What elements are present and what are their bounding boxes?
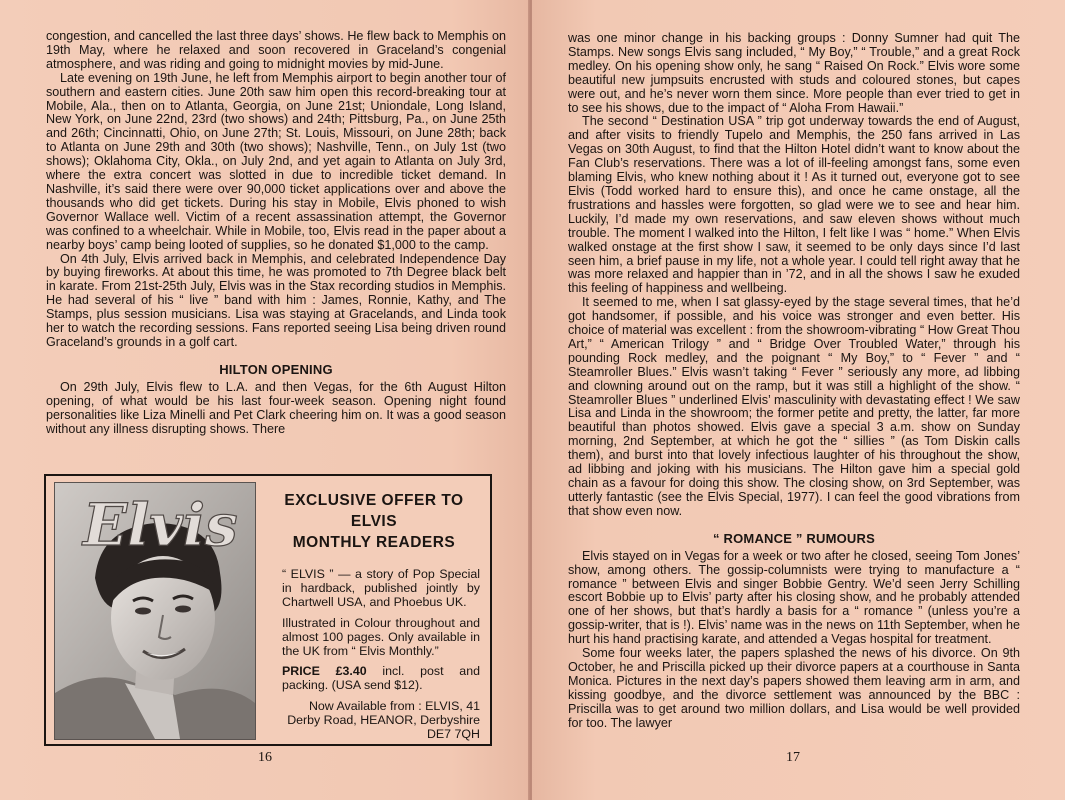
ad-title-line: MONTHLY READERS [292, 534, 456, 551]
left-page-text [46, 30, 506, 436]
ad-price [268, 664, 480, 692]
elvis-script-logo: Elvis [83, 491, 238, 559]
ad-address: Now Available from : ELVIS, 41 Derby Road, HEANOR, Derbyshire DE7 7QH [287, 698, 480, 742]
ad-text [268, 490, 480, 747]
portrait-illustration [55, 483, 255, 739]
paragraph: It seemed to me, when I sat glassy-eyed by the stage several times, that he’d got handsomer, if possible, and his voice was stronger and even better. His choice of material was excellent : from the showroom-vibrating “ How Great Thou Art,” “ American Trilogy ” and “ Bridge Over Troubled Water,” through his pounding Rock medley, and the poignant “ My Boy,” to “ Fever ” and “ Steamroller Blues.” Elvis wasn’t taking “ Fever ” seriously any more, ad libbing and clowning around out on the ramp, but it was still a highlight of the show. “ Steamroller Blues ” underlined Elvis’ masculinity with devastating effect ! We saw Lisa and Linda in the showroom; the former petite and pretty, the latter, far more beautiful than photos showed. Elvis gave a special 3 a.m. show on Sunday morning, 2nd September, at which he got the “ sillies ” (as Tom Diskin calls them), and burst into that lovely infectious laughter of his throughout the show, ad libbing and joking with his musicians. The Hilton gave him a special gold chain as a favour for doing this show. The closing show, on 3rd September, was utterly fantastic (see the Elvis Special, 1977). I can feel the good vibrations from that show even now. [568, 295, 1020, 518]
advertisement-box [44, 474, 492, 746]
paragraph: Elvis stayed on in Vegas for a week or two after he closed, seeing Tom Jones’ show, among others. The gossip-columnists were trying to manufacture a “ romance ” between Elvis and singer Bobbie Gentry. We’d seen Jerry Schilling escort Bobbie up to Elvis’ party after his closing show, and he probably attended one of her shows, but that’s hardly a basis for a “ romance ” (unless you’re a gossip-writer, that is !). Elvis’ name was in the news on 11th September, when he hurt his hand practising karate, and attended a Vegas hospital for treatment. [568, 548, 1020, 647]
section-heading: “ ROMANCE ” RUMOURS [713, 530, 875, 546]
ad-paragraph: “ ELVIS ” — a story of Pop Special in hardback, published jointly by Chartwell USA, and Phoebus UK. [282, 567, 480, 610]
paragraph: Late evening on 19th June, he left from Memphis airport to begin another tour of southern and eastern cities. June 20th saw him open this record-breaking tour at Mobile, Ala., then on to Atlanta, Georgia, on June 21st; Uniondale, Long Island, New York, on June 22nd, 23rd (two shows) and 24th; Pittsburg, Pa., on June 25th and 26th; Cincinnatti, Ohio, on June 27th; St. Louis, Missouri, on June 28th; back to Atlanta on June 29th and 30th (two shows); Nashville, Tenn., on July 1st (two shows); Oklahoma City, Okla., on July 2nd, and yet again to Atlanta on July 3rd, where the extra concert was slotted in due to incredible ticket demand. In Nashville, it’s said there were over 90,000 ticket applications over and above the thousands who did get tickets. During his stay in Mobile, Elvis phoned to wish Governor Wallace well. Victim of a recent assassination attempt, the Governor was confined to a wheelchair. While in Mobile, too, Elvis read in the paper about a nearby boys’ camp being looted of supplies, so he donated $1,000 to the camp. [46, 70, 506, 252]
elvis-portrait-photo [54, 482, 256, 740]
ad-paragraph: Illustrated in Colour throughout and almost 100 pages. Only available in the UK from “ Elvis Monthly.” [282, 615, 480, 659]
paragraph: On 29th July, Elvis flew to L.A. and then Vegas, for the 6th August Hilton opening, of what would be his last four-week season. Opening night found personalities like Liza Minelli and Pet Clark cheering him on. It was a good season without any illness disrupting shows. There [46, 379, 506, 436]
right-page-text [568, 32, 1020, 731]
paragraph: The second “ Destination USA ” trip got underway towards the end of August, and after visits to friendly Tupelo and Memphis, the 250 fans arrived in Las Vegas on 30th August, to find that the Hilton Hotel didn’t want to know about the Fan Club’s reservations. There was a lot of ill-feeling amongst fans, some even blaming Elvis, who knew nothing about it ! As it turned out, everyone got to see Elvis (Todd worked hard to ensure this), and once he came onstage, all the frustrations and hassles were forgotten, so glad were we to see and hear him. Luckily, I’d made my own reservations, and saw eleven shows without much trouble. The moment I walked into the Hilton, I felt like I was “ home.” When Elvis walked onstage at the first show I saw, it seemed to be only days since I’d last seen him, a brief pause in my life, not a whole year. I could tell right away that he was more relaxed and happier than in ’72, and in all the shows I saw he exuded this feeling of happiness and wellbeing. [568, 114, 1020, 296]
price-label: PRICE £3.40 [282, 664, 367, 679]
left-page [0, 0, 530, 800]
paragraph: On 4th July, Elvis arrived back in Memphis, and celebrated Independence Day by buying fireworks. At about this time, he was promoted to 7th Degree black belt in karate. From 21st-25th July, Elvis was in the Stax recording studios in Memphis. He had several of his “ live ” band with him : James, Ronnie, Kathy, and The Stamps, plus session musicians. Lisa was staying at Gracelands, and Linda took her to watch the recording sessions. Fans reported seeing Lisa being driven round Graceland’s grounds in a golf cart. [46, 251, 506, 349]
page-number: 17 [786, 750, 800, 765]
paragraph: congestion, and cancelled the last three days’ shows. He flew back to Memphis on 19th May, where he relaxed and soon recovered in Graceland’s congenial atmosphere, and was riding and going to midnight movies by mid-June. [46, 29, 506, 71]
page-number: 16 [258, 750, 272, 765]
price-details: incl. post and packing. (USA send $12). [282, 664, 480, 693]
ad-title [268, 490, 480, 553]
ad-title-line: EXCLUSIVE OFFER TO ELVIS [284, 492, 464, 530]
paragraph: was one minor change in his backing groups : Donny Sumner had quit The Stamps. New songs Elvis sang included, “ My Boy,” “ Trouble,” and a great Rock medley. On his opening show only, he sang “ Raised On Rock.” Elvis wore some beautiful new jumpsuits encrusted with studs and coloured stones, but capes were out, and he’s never worn them since. More people than ever tried to get in to see his shows, due to the impact of “ Aloha From Hawaii.” [568, 31, 1020, 115]
paragraph: Some four weeks later, the papers splashed the news of his divorce. On 9th October, he and Priscilla picked up their divorce papers at a courthouse in Santa Monica. Pictures in the next day’s papers showed them leaving arm in arm, and kissing goodbye, and the divorce settlement was announced by the BBC : Priscilla was to get around two million dollars, and Lisa would be well provided for too. The lawyer [568, 646, 1020, 730]
right-page [532, 0, 1065, 800]
section-heading: HILTON OPENING [219, 361, 333, 377]
